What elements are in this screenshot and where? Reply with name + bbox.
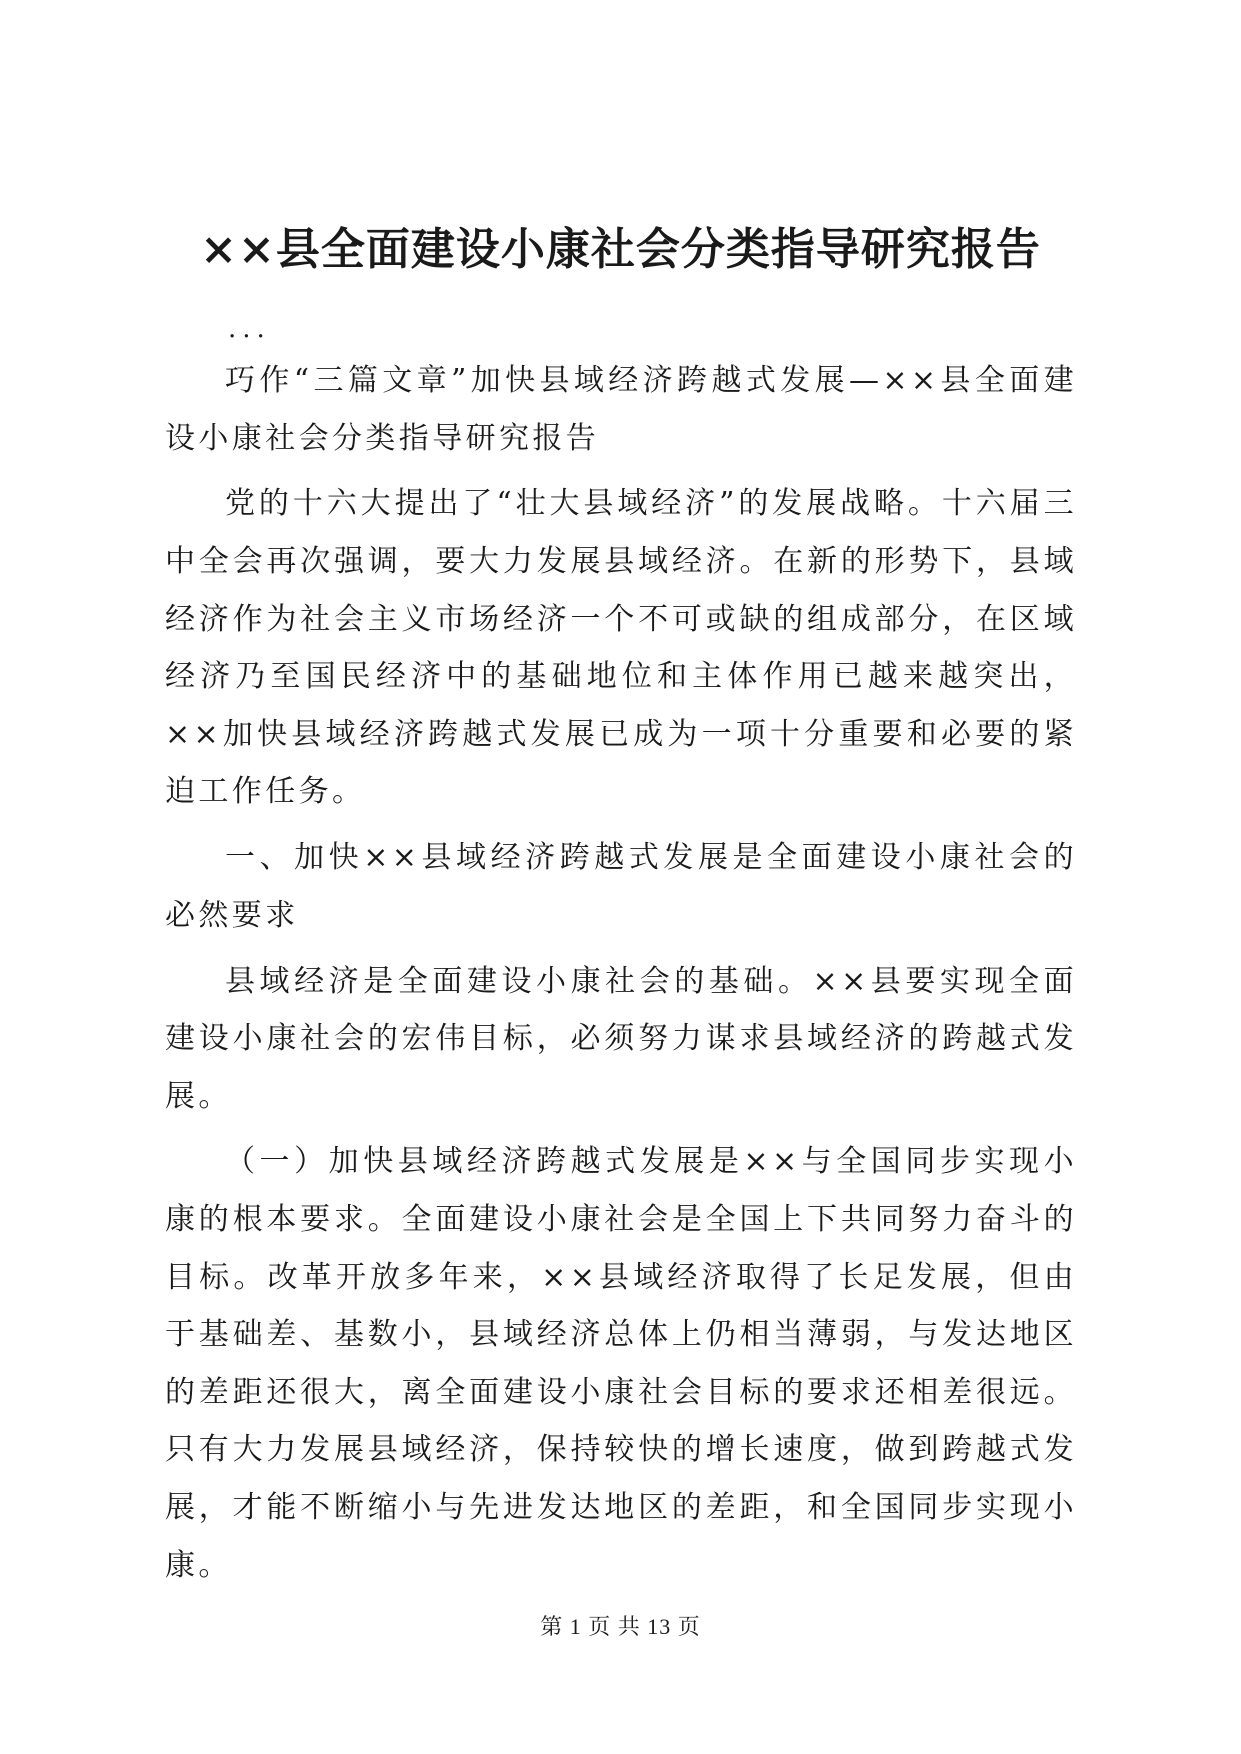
ellipsis-marker: ... [228,314,271,344]
document-body [165,352,1077,1602]
paragraph-section-1: 县域经济是全面建设小康社会的基础。××县要实现全面建设小康社会的宏伟目标，必须努力谋求县域经济的跨越式发展。 [165,963,1077,1114]
paragraph-intro: 党的十六大提出了“壮大县域经济”的发展战略。十六届三中全会再次强调，要大力发展县域经济。在新的形势下，县域经济作为社会主义市场经济一个不可或缺的组成部分，在区域经济乃至国民经济中的基础地位和主体作用已越来越突出，××加快县域经济跨越式发展已成为一项十分重要和必要的紧迫工作任务。 [165,486,1077,810]
paragraph-subtitle: 巧作“三篇文章”加快县域经济跨越式发展—××县全面建设小康社会分类指导研究报告 [165,363,1077,456]
section-heading-1: 一、加快××县域经济跨越式发展是全面建设小康社会的必然要求 [165,840,1077,933]
paragraph-subsection-1: （一）加快县域经济跨越式发展是××与全国同步实现小康的根本要求。全面建设小康社会是全国上下共同努力奋斗的目标。改革开放多年来，××县域经济取得了长足发展，但由于基础差、基数小，县域经济总体上仍相当薄弱，与发达地区的差距还很大，离全面建设小康社会目标的要求还相差很远。只有大力发展县域经济，保持较快的增长速度，做到跨越式发展，才能不断缩小与先进发达地区的差距，和全国同步实现小康。 [165,1144,1077,1583]
document-title: ××县全面建设小康社会分类指导研究报告 [200,224,1041,275]
page-footer: 第 1 页 共 13 页 [540,1614,701,1639]
